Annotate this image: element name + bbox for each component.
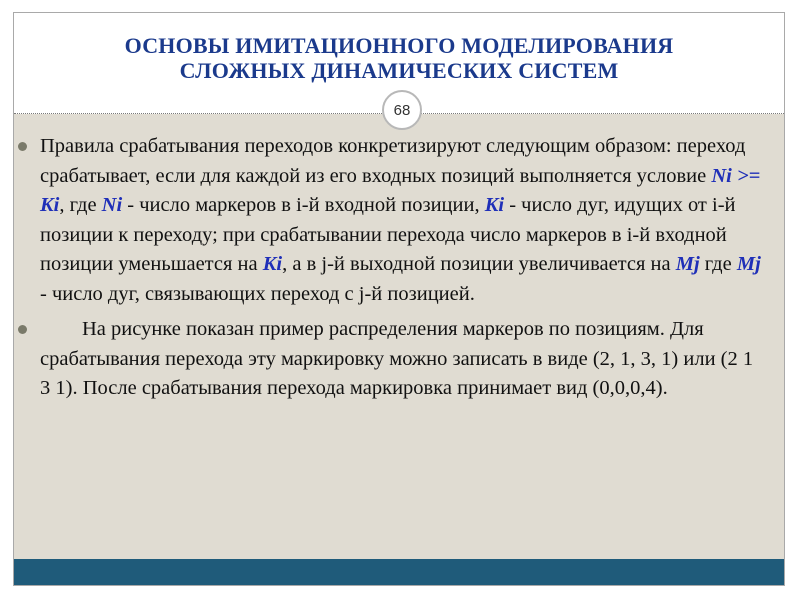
footer-bar [14, 559, 784, 585]
text-segment: - число дуг, связывающих переход с j-й позицией. [40, 282, 475, 305]
emphasis-ki: Ki [262, 253, 283, 275]
text-segment: где [699, 253, 737, 275]
bullet-icon [18, 142, 27, 151]
page-number: 68 [393, 101, 411, 119]
emphasis-ni: Ni [101, 194, 123, 216]
text-segment: Правила срабатывания переходов конкретизируют следующим образом: переход срабатывает, если для каждой из его входных позиций выполняется условие [40, 135, 746, 187]
text-segment: , где [59, 194, 102, 216]
bullet-item-rules [16, 132, 766, 309]
text-segment: , а в j-й выходной позиции увеличивается на [282, 253, 676, 275]
page-number-badge [382, 90, 422, 130]
bullet-icon [18, 325, 27, 334]
bullet-item-example [16, 315, 766, 404]
title-line-2: СЛОЖНЫХ ДИНАМИЧЕСКИХ СИСТЕМ [179, 58, 619, 83]
text-segment: - число дуг, идущих от i-й позиции к переходу; при срабатывании перехода число маркеров в i-й входной позиции уменьшается на [40, 194, 736, 275]
text-segment: - число маркеров в i-й входной позиции, [122, 194, 485, 216]
emphasis-mj: Mj [736, 253, 761, 275]
emphasis-mj: Mj [675, 253, 700, 275]
title-line-1: ОСНОВЫ ИМИТАЦИОННОГО МОДЕЛИРОВАНИЯ [124, 33, 674, 58]
text-segment: На рисунке показан пример распределения маркеров по позициям. Для срабатывания перехода эту маркировку можно записать в виде (2, 1, 3, 1) или (2 1 3 1). После срабатывания перехода маркировка принимает вид (0,0,0,4). [40, 318, 754, 399]
emphasis-ki: Ki [484, 194, 505, 216]
slide-title [14, 33, 784, 83]
emphasis-condition: Ni >= Ki [40, 164, 761, 216]
slide-body [16, 132, 766, 410]
